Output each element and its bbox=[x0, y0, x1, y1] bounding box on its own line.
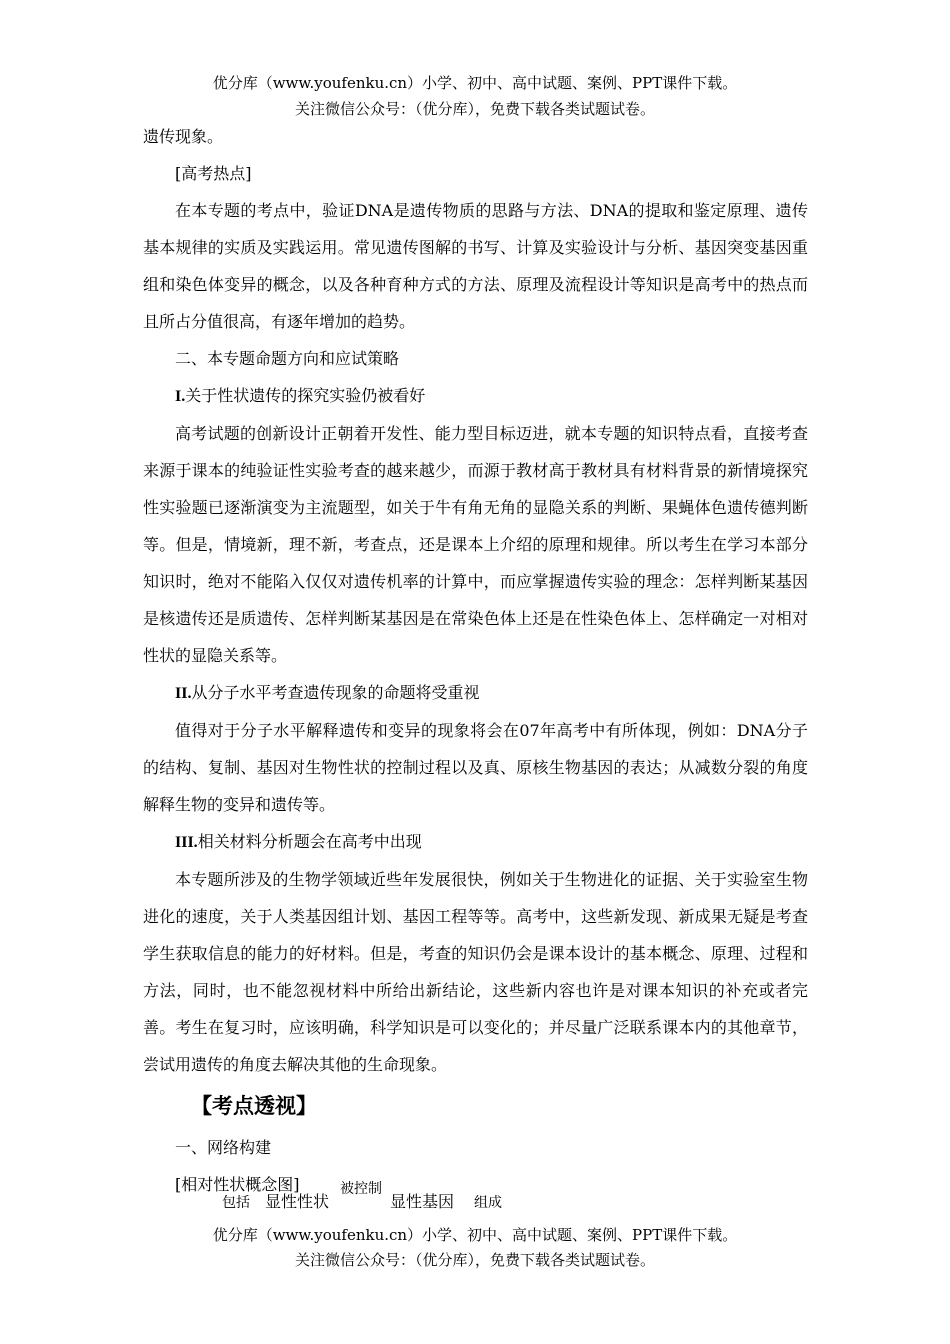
concept-map-diagram bbox=[0, 1170, 950, 1220]
hotspot-heading: [高考热点] bbox=[175, 164, 252, 183]
point-1-paragraph: 高考试题的创新设计正朝着开发性、能力型目标迈进，就本专题的知识特点看，直接考查来源于课本的纯验证性实验考查的越来越少，而源于教材高于教材具有材料背景的新情境探究性实验题已逐渐演变为主流题型，如关于牛有角无角的显隐关系的判断、果蝇体色遗传德判断等。但是，情境新，理不新，考查点，还是课本上介绍的原理和规律。所以考生在学习本部分知识时，绝对不能陷入仅仅对遗传机率的计算中，而应掌握遗传实验的理念：怎样判断某基因是核遗传还是质遗传、怎样判断某基因是在常染色体上还是在性染色体上、怎样确定一对相对性状的显隐关系等。 bbox=[143, 424, 808, 665]
footer-line-2: 关注微信公众号：（优分库），免费下载各类试题试卷。 bbox=[294, 1251, 655, 1269]
diagram-node-dominant-trait: 显性性状 bbox=[265, 1192, 330, 1211]
header-line-1: 优分库（www.youfenku.cn）小学、初中、高中试题、案例、PPT课件下载。 bbox=[212, 74, 738, 92]
point-3-title: 相关材料分析题会在高考中出现 bbox=[197, 832, 422, 851]
network-heading: 一、网络构建 bbox=[175, 1138, 272, 1157]
point-2-title: 从分子水平考查遗传现象的命题将受重视 bbox=[191, 683, 480, 702]
point-1-number: I. bbox=[175, 388, 186, 405]
footer-line-1: 优分库（www.youfenku.cn）小学、初中、高中试题、案例、PPT课件下载。 bbox=[212, 1226, 738, 1244]
section-2-heading: 二、本专题命题方向和应试策略 bbox=[175, 349, 400, 368]
diagram-label-include: 包括 bbox=[222, 1195, 250, 1211]
point-3-heading bbox=[143, 823, 808, 861]
hotspot-paragraph: 在本专题的考点中，验证DNA是遗传物质的思路与方法、DNA的提取和鉴定原理、遗传基本规律的实质及实践运用。常见遗传图解的书写、计算及实验设计与分析、基因突变基因重组和染色体变异的概念，以及各种育种方式的方法、原理及流程设计等知识是高考中的热点而且所占分值很高，有逐年增加的趋势。 bbox=[143, 201, 808, 331]
concept-map-heading: [相对性状概念图] bbox=[175, 1175, 300, 1194]
point-2-heading bbox=[143, 674, 808, 712]
kaodian-heading: 【考点透视】 bbox=[191, 1093, 317, 1118]
point-2-number: II. bbox=[175, 685, 192, 702]
point-1-title: 关于性状遗传的探究实验仍被看好 bbox=[185, 386, 426, 405]
diagram-node-dominant-gene: 显性基因 bbox=[390, 1192, 455, 1211]
continuation-text: 遗传现象。 bbox=[143, 127, 224, 146]
document-body bbox=[143, 118, 808, 1203]
point-3-paragraph: 本专题所涉及的生物学领域近些年发展很快，例如关于生物进化的证据、关于实验室生物进化的速度，关于人类基因组计划、基因工程等等。高考中，这些新发现、新成果无疑是考查学生获取信息的能力的好材料。但是，考查的知识仍会是课本设计的基本概念、原理、过程和方法，同时，也不能忽视材料中所给出新结论，这些新内容也许是对课本知识的补充或者完善。考生在复习时，应该明确，科学知识是可以变化的；并尽量广泛联系课本内的其他章节，尝试用遗传的角度去解决其他的生命现象。 bbox=[143, 870, 808, 1074]
point-1-heading bbox=[143, 377, 808, 415]
point-2-paragraph: 值得对于分子水平解释遗传和变异的现象将会在07年高考中有所体现，例如：DNA分子的结构、复制、基因对生物性状的控制过程以及真、原核生物基因的表达；从减数分裂的角度解释生物的变异和遗传等。 bbox=[143, 721, 808, 814]
diagram-label-composes: 组成 bbox=[474, 1195, 502, 1211]
point-3-number: III. bbox=[175, 834, 198, 851]
diagram-label-controlled-by: 被控制 bbox=[340, 1181, 382, 1197]
header-line-2: 关注微信公众号：（优分库），免费下载各类试题试卷。 bbox=[294, 100, 655, 118]
